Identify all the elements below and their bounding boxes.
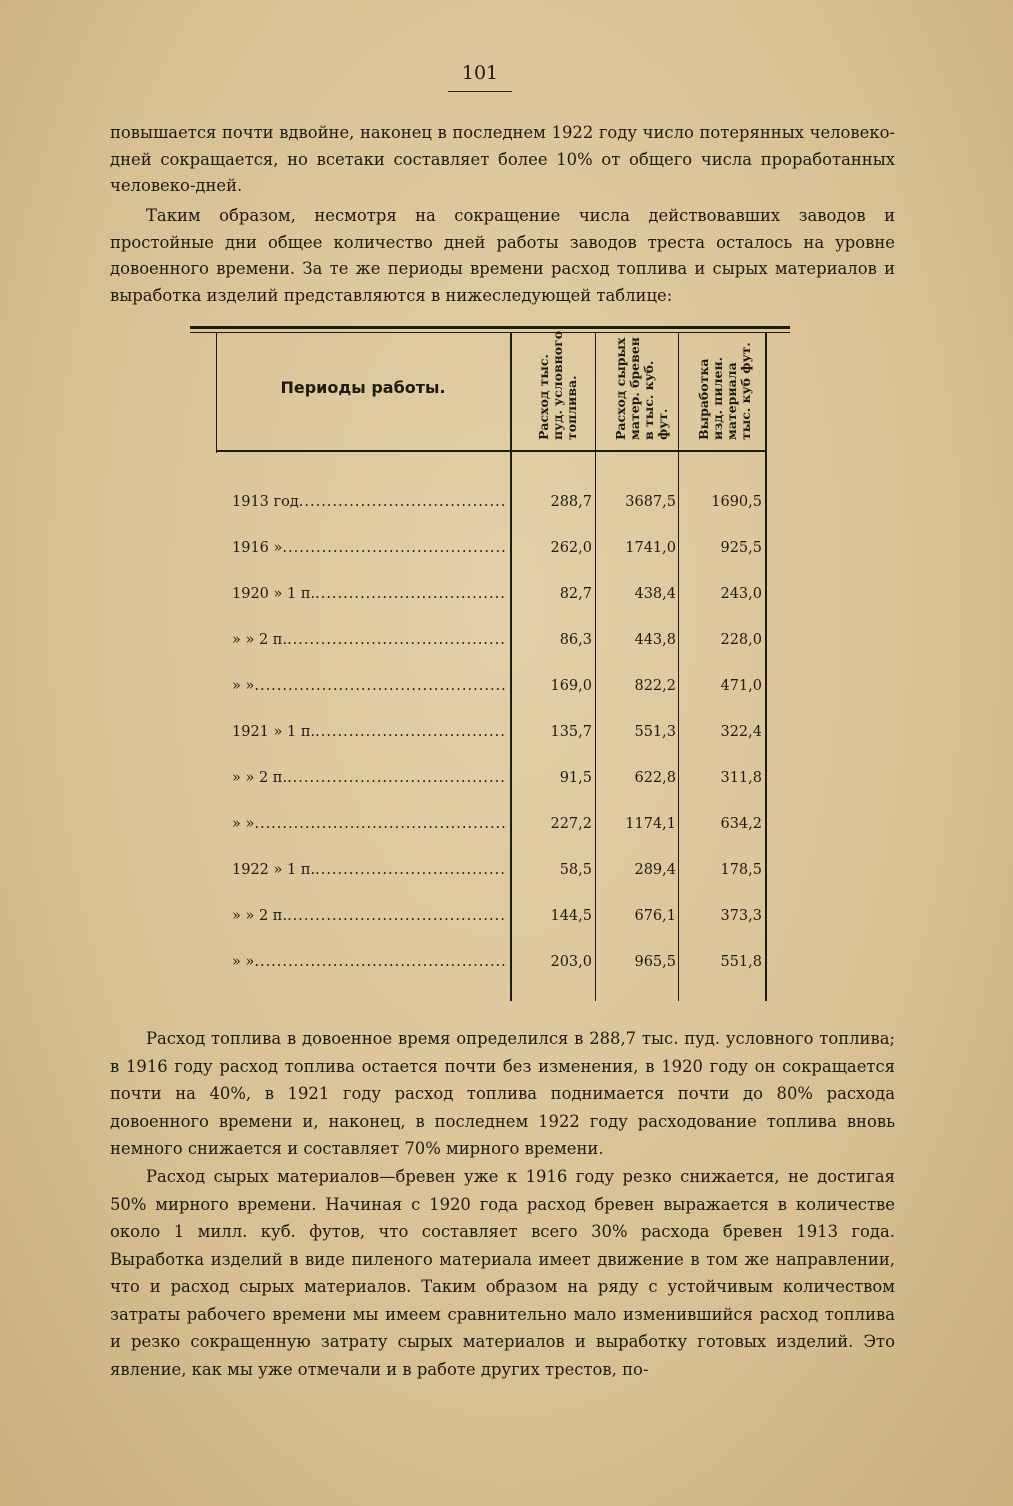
table-row: [0, 816, 1013, 844]
row-fuel: 82,7: [559, 586, 592, 602]
header-periods: Периоды работы.: [280, 378, 446, 397]
paragraph-1: повышается почти вдвойне, наконец в последнем 1922 году число потерянных человеко-дней сокращается, но всетаки составляет более 10% от общего числа проработанных человеко-дней.: [110, 123, 895, 195]
paragraph-4: Расход сырых материалов—бревен уже к 1916 году резко снижается, не достигая 50% мирного времени. Начиная с 1920 года расход бревен выражается в количестве около 1 милл. куб. футов, что составляет всего 30% расхода бревен 1913 года. Выработка изделий в виде пиленого материала имеет движение в том же направлении, что и расход сырых материалов. Таким образом на ряду с устойчивым количеством затраты рабочего времени мы имеем сравнительно мало изменившийся расход топлива и резко сокращенную затрату сырых материалов и выработку готовых изделий. Это явление, как мы уже отмечали и в работе других трестов, по-: [110, 1167, 895, 1379]
row-output: 925,5: [720, 540, 762, 556]
paragraph-2: Таким образом, несмотря на сокращение числа действовавших заводов и простойные дни общее количество дней работы заводов треста осталось на уровне довоенного времени. За те же периоды времени расход топлива и сырых материалов и выработка изделий представляются в нижеследующей таблице:: [110, 206, 895, 305]
table-row: [0, 632, 1013, 660]
table-top-rule: [190, 326, 790, 329]
row-raw: 822,2: [634, 678, 676, 694]
row-output: 471,0: [720, 678, 762, 694]
row-raw: 622,8: [634, 770, 676, 786]
row-raw: 1741,0: [625, 540, 676, 556]
row-raw: 443,8: [634, 632, 676, 648]
row-output: 243,0: [720, 586, 762, 602]
row-period: » » .....: [232, 954, 506, 970]
table-row: [0, 724, 1013, 752]
page-number: 101: [461, 62, 499, 84]
row-raw: 3687,5: [625, 494, 676, 510]
table-row: [0, 586, 1013, 614]
row-fuel: 135,7: [550, 724, 592, 740]
row-period: 1921 » 1 п. .....: [232, 724, 506, 740]
row-fuel: 86,3: [559, 632, 592, 648]
table-row: [0, 678, 1013, 706]
row-fuel: 227,2: [550, 816, 592, 832]
row-output: 1690,5: [711, 494, 762, 510]
table-row: [0, 540, 1013, 568]
row-output: 178,5: [720, 862, 762, 878]
row-period: 1922 » 1 п. .....: [232, 862, 506, 878]
row-raw: 965,5: [634, 954, 676, 970]
row-output: 551,8: [720, 954, 762, 970]
header-output: Выработка изд. пилен. материала тыс. куб фут.: [696, 342, 753, 440]
paragraph-3: Расход топлива в довоенное время определился в 288,7 тыс. пуд. условного топлива; в 1916 году расход топлива остается почти без изменения, в 1920 году он сокращается почти на 40%, в 1921 году расход топлива поднимается почти до 80% расхода довоенного времени и, наконец, в последнем 1922 году расходование топлива вновь немного снижается и составляет 70% мирного времени.: [110, 1029, 895, 1158]
table-row: [0, 862, 1013, 890]
row-fuel: 288,7: [550, 494, 592, 510]
row-raw: 551,3: [634, 724, 676, 740]
row-fuel: 169,0: [550, 678, 592, 694]
row-raw: 438,4: [634, 586, 676, 602]
row-period: » » 2 п. .....: [232, 770, 506, 786]
row-output: 228,0: [720, 632, 762, 648]
row-period: 1913 год .....: [232, 494, 506, 510]
row-output: 373,3: [720, 908, 762, 924]
row-period: 1920 » 1 п. .....: [232, 586, 506, 602]
table-row: [0, 908, 1013, 936]
row-period: » » .....: [232, 678, 506, 694]
page-number-rule: [448, 91, 512, 92]
row-period: » » 2 п. .....: [232, 908, 506, 924]
row-fuel: 262,0: [550, 540, 592, 556]
row-period: » » 2 п. .....: [232, 632, 506, 648]
row-fuel: 58,5: [559, 862, 592, 878]
row-fuel: 91,5: [559, 770, 592, 786]
row-period: 1916 » .....: [232, 540, 506, 556]
row-period: » » .....: [232, 816, 506, 832]
row-fuel: 144,5: [550, 908, 592, 924]
row-raw: 676,1: [634, 908, 676, 924]
table-row: [0, 954, 1013, 982]
row-raw: 1174,1: [625, 816, 676, 832]
row-output: 634,2: [720, 816, 762, 832]
row-fuel: 203,0: [550, 954, 592, 970]
table-row: [0, 494, 1013, 522]
table-row: [0, 770, 1013, 798]
table-header-rule: [216, 450, 767, 452]
row-output: 322,4: [720, 724, 762, 740]
header-fuel: Расход тыс. пуд. условного топлива.: [536, 330, 579, 440]
table-vline-1: [510, 333, 512, 1001]
row-raw: 289,4: [634, 862, 676, 878]
header-raw-materials: Расход сырых матер. бревен в тыс. куб. фут.: [613, 337, 670, 440]
row-output: 311,8: [720, 770, 762, 786]
